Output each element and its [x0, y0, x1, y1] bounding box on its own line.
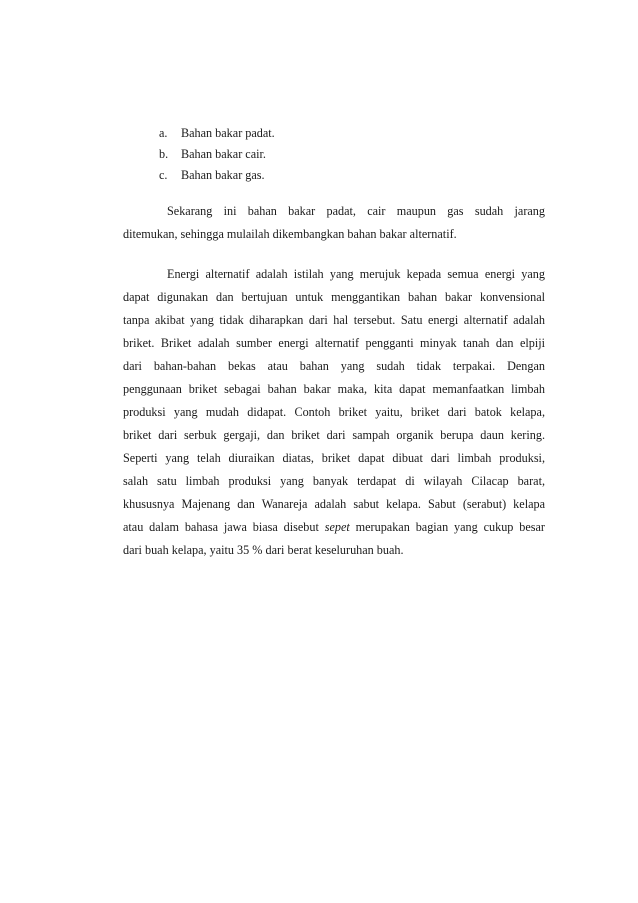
- list-marker: b.: [159, 147, 169, 161]
- line-text: merupakan bagian yang cukup besar: [349, 520, 545, 534]
- list-item-text: Bahan bakar cair.: [181, 147, 266, 161]
- paragraph-line: briket dari serbuk gergaji, dan briket dari sampah organik berupa daun kering.: [123, 428, 545, 442]
- paragraph-line: dari bahan-bahan bekas atau bahan yang sudah tidak terpakai. Dengan: [123, 359, 545, 373]
- paragraph-line: dari buah kelapa, yaitu 35 % dari berat keseluruhan buah.: [123, 543, 404, 557]
- paragraph-line: produksi yang mudah didapat. Contoh briket yaitu, briket dari batok kelapa,: [123, 405, 545, 419]
- list-item-text: Bahan bakar padat.: [181, 126, 275, 140]
- paragraph-line: Sekarang ini bahan bakar padat, cair maupun gas sudah jarang: [167, 204, 545, 218]
- paragraph-line: tanpa akibat yang tidak diharapkan dari hal tersebut. Satu energi alternatif adalah: [123, 313, 545, 327]
- list-item-text: Bahan bakar gas.: [181, 168, 265, 182]
- paragraph-line: ditemukan, sehingga mulailah dikembangkan bahan bakar alternatif.: [123, 227, 457, 241]
- list-item: [159, 123, 275, 144]
- paragraph-line-with-italic: [123, 516, 545, 539]
- paragraph-intro: [123, 200, 545, 246]
- paragraph-line: dapat digunakan dan bertujuan untuk menggantikan bahan bakar konvensional: [123, 290, 545, 304]
- paragraph-line: briket. Briket adalah sumber energi alternatif pengganti minyak tanah dan elpiji: [123, 336, 545, 350]
- paragraph-line: Seperti yang telah diuraikan diatas, briket dapat dibuat dari limbah produksi,: [123, 451, 545, 465]
- paragraph-line: salah satu limbah produksi yang banyak terdapat di wilayah Cilacap barat,: [123, 474, 545, 488]
- paragraph-briket: [123, 263, 545, 562]
- list-item: [159, 165, 275, 186]
- list-item: [159, 144, 275, 165]
- list-marker: a.: [159, 126, 168, 140]
- paragraph-line: Energi alternatif adalah istilah yang merujuk kepada semua energi yang: [167, 267, 545, 281]
- paragraph-line: penggunaan briket sebagai bahan bakar maka, kita dapat memanfaatkan limbah: [123, 382, 545, 396]
- italic-term: sepet: [324, 520, 350, 534]
- fuel-type-list: [159, 123, 275, 186]
- list-marker: c.: [159, 168, 168, 182]
- line-text: atau dalam bahasa jawa biasa disebut: [123, 520, 325, 534]
- paragraph-line: khususnya Majenang dan Wanareja adalah sabut kelapa. Sabut (serabut) kelapa: [123, 497, 545, 511]
